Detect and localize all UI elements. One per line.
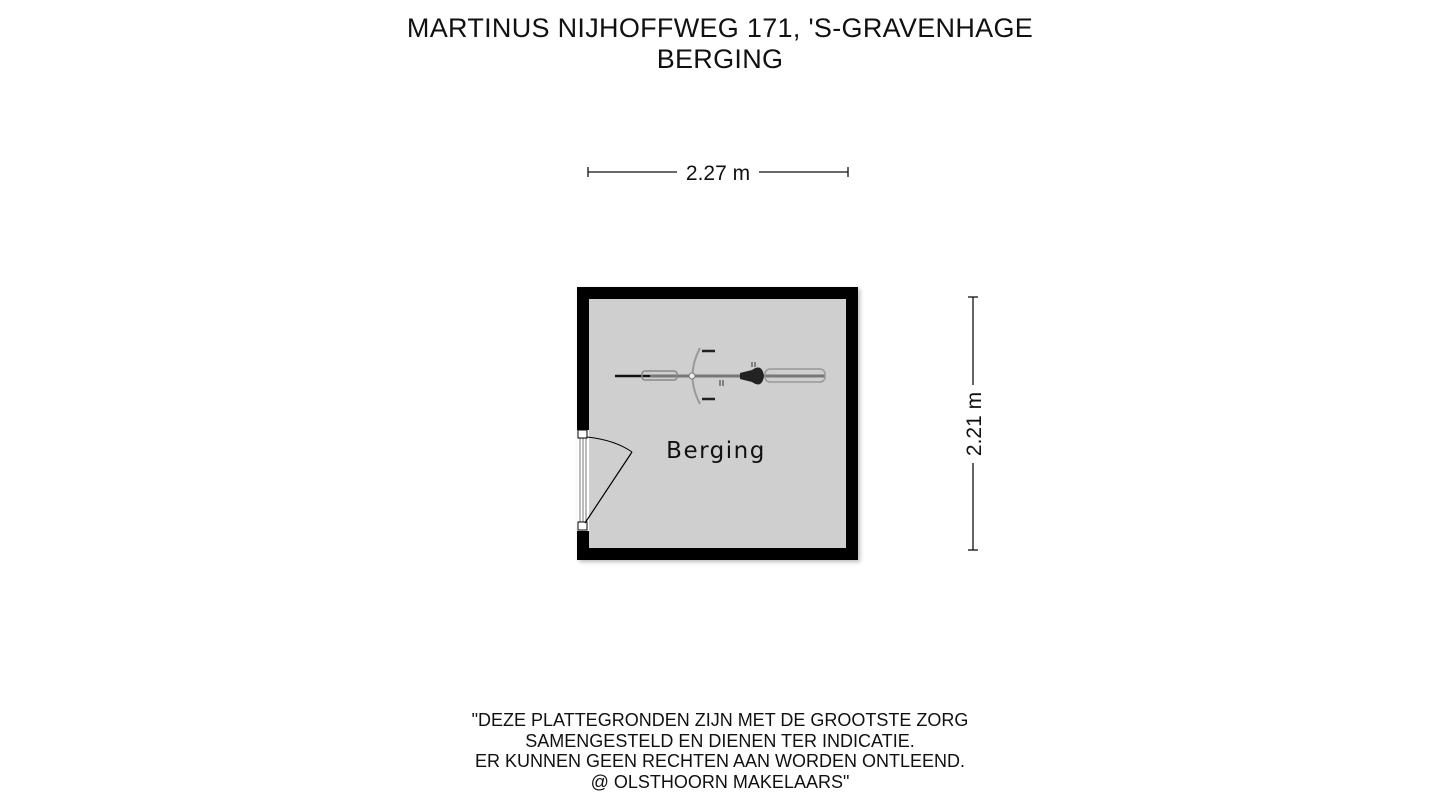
disclaimer-line: ER KUNNEN GEEN RECHTEN AAN WORDEN ONTLEEND. <box>474 751 966 771</box>
width-dimension <box>588 162 848 185</box>
disclaimer <box>0 710 1440 792</box>
height-dimension <box>963 297 986 550</box>
disclaimer-line: SAMENGESTELD EN DIENEN TER INDICATIE. <box>525 730 915 751</box>
disclaimer-line: "DEZE PLATTEGRONDEN ZIJN MET DE GROOTSTE ZORG <box>471 710 969 730</box>
address-title: MARTINUS NIJHOFFWEG 171, 'S-GRAVENHAGE <box>406 13 1034 43</box>
height-label: 2.21 m <box>963 391 986 457</box>
room-label: Berging <box>666 438 766 464</box>
disclaimer-line: @ OLSTHOORN MAKELAARS" <box>590 771 850 792</box>
room-floor <box>589 299 846 548</box>
floor-title: BERGING <box>656 44 784 74</box>
width-label: 2.27 m <box>685 162 751 185</box>
